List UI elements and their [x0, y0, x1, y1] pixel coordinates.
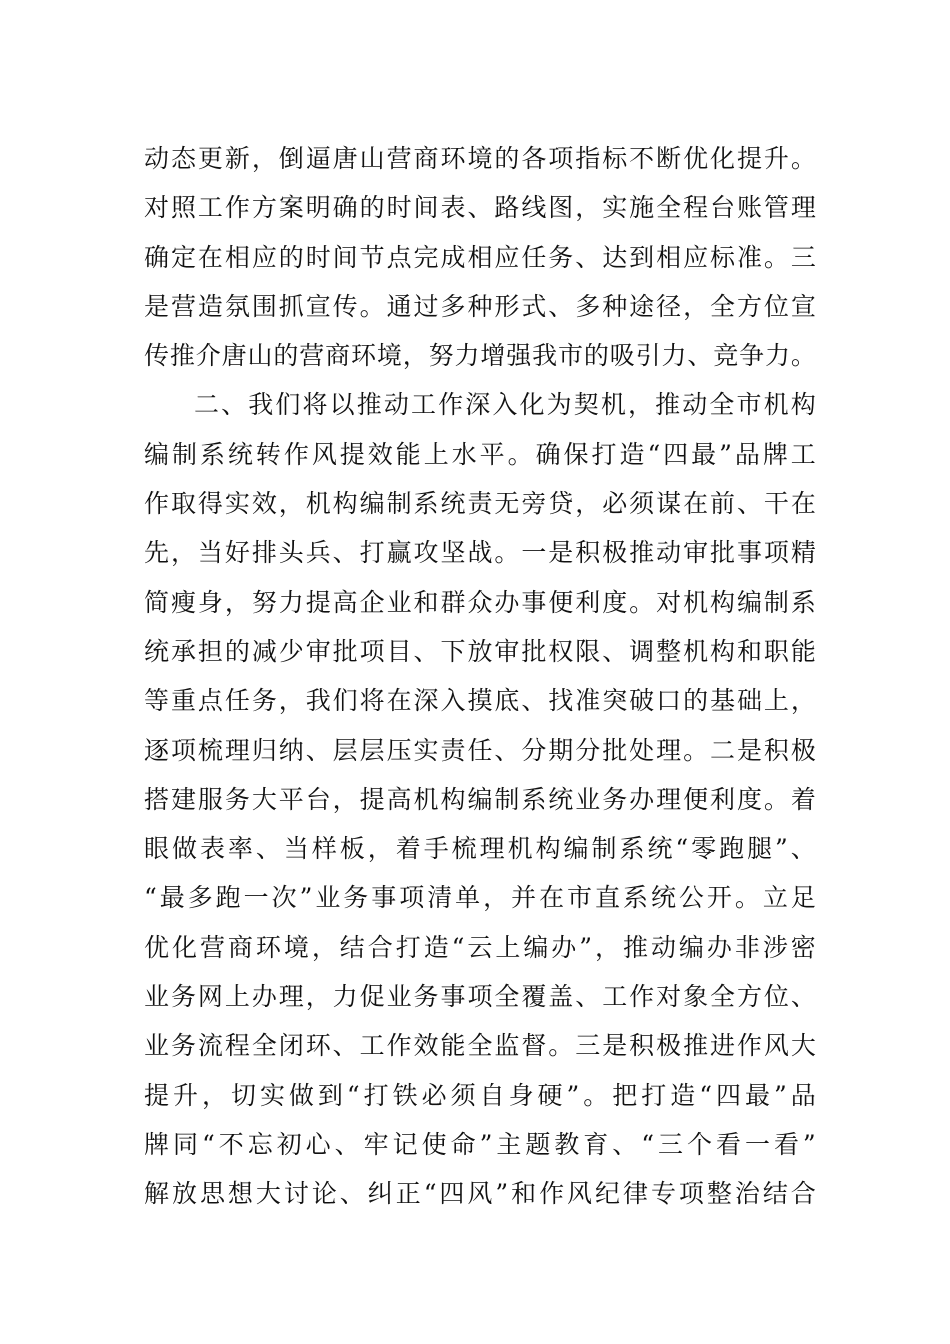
text-line: 是 营 造 氛 围 抓 宣 传 。 通 过 多 种 形 式 、 多 种 途 径 ， 全 方 位 宣	[144, 291, 816, 321]
text-line: 业 务 网 上 办 理 ， 力 促 业 务 事 项 全 覆 盖 、 工 作 对 象 全 方 位 、	[144, 982, 816, 1012]
text-line: 等 重 点 任 务 ， 我 们 将 在 深 入 摸 底 、 找 准 突 破 口 的 基 础 上 ，	[144, 686, 816, 716]
text-line: 作 取 得 实 效 ， 机 构 编 制 系 统 责 无 旁 贷 ， 必 须 谋 在 前 、 干 在	[144, 489, 816, 519]
text-line: 确 定 在 相 应 的 时 间 节 点 完 成 相 应 任 务 、 达 到 相 应 标 准 。 三	[144, 242, 816, 272]
text-line: 动 态 更 新 ， 倒 逼 唐 山 营 商 环 境 的 各 项 指 标 不 断 优 化 提 升 。	[144, 144, 816, 173]
text-line: 业 务 流 程 全 闭 环 、 工 作 效 能 全 监 督 。 三 是 积 极 推 进 作 风 大	[144, 1031, 816, 1061]
text-line: 解 放 思 想 大 讨 论 、 纠 正 “ 四 风 ” 和 作 风 纪 律 专 项 整 治 结 合	[144, 1179, 816, 1209]
text-line: “ 最 多 跑 一 次 ” 业 务 事 项 清 单 ， 并 在 市 直 系 统 公 开 。 立 足	[144, 883, 816, 913]
text-line: 逐 项 梳 理 归 纳 、 层 层 压 实 责 任 、 分 期 分 批 处 理 。 二 是 积 极	[144, 735, 816, 765]
text-line: 对 照 工 作 方 案 明 确 的 时 间 表 、 路 线 图 ， 实 施 全 程 台 账 管 理	[144, 193, 816, 223]
text-line: 眼 做 表 率 、 当 样 板 ， 着 手 梳 理 机 构 编 制 系 统 “ 零 跑 腿 ” 、	[144, 834, 816, 864]
text-line: 编 制 系 统 转 作 风 提 效 能 上 水 平 。 确 保 打 造 “ 四 最 ” 品 牌 工	[144, 439, 816, 469]
text-line: 提 升 ， 切 实 做 到 “ 打 铁 必 须 自 身 硬 ” 。 把 打 造 “ 四 最 ” 品	[144, 1080, 816, 1110]
text-line: 统 承 担 的 减 少 审 批 项 目 、 下 放 审 批 权 限 、 调 整 机 构 和 职 能	[144, 636, 816, 666]
text-line: 传 推 介 唐 山 的 营 商 环 境 ， 努 力 增 强 我 市 的 吸 引 力 、 竞 争 力 。	[144, 341, 816, 371]
paragraph-first-line: 二 、 我 们 将 以 推 动 工 作 深 入 化 为 契 机 ， 推 动 全 市 机 构	[194, 390, 816, 420]
text-line: 搭 建 服 务 大 平 台 ， 提 高 机 构 编 制 系 统 业 务 办 理 便 利 度 。 着	[144, 784, 816, 814]
text-line: 先 ， 当 好 排 头 兵 、 打 赢 攻 坚 战 。 一 是 积 极 推 动 审 批 事 项 精	[144, 538, 816, 568]
text-line: 简 瘦 身 ， 努 力 提 高 企 业 和 群 众 办 事 便 利 度 。 对 机 构 编 制 系	[144, 587, 816, 617]
text-line: 牌 同 “ 不 忘 初 心 、 牢 记 使 命 ” 主 题 教 育 、 “ 三 个 看 一 看 ”	[144, 1129, 816, 1159]
body-text	[144, 134, 816, 1219]
text-line: 优 化 营 商 环 境 ， 结 合 打 造 “ 云 上 编 办 ” ， 推 动 编 办 非 涉 密	[144, 932, 816, 962]
